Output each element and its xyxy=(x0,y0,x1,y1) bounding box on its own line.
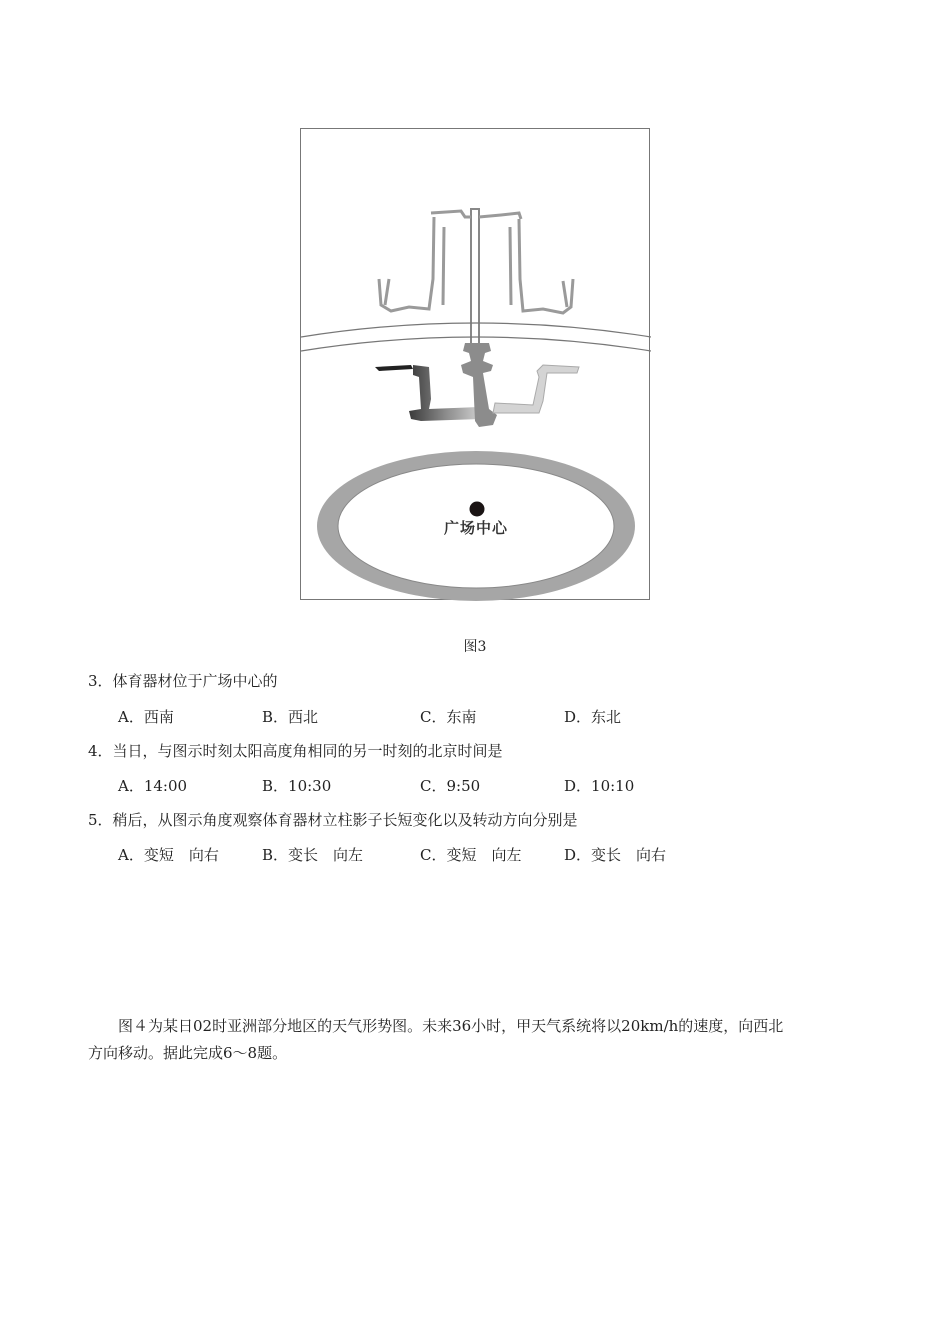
equipment-right-frame xyxy=(519,219,573,313)
question-5-stem: 5．稍后，从图示角度观察体育器材立柱影子长短变化以及转动方向分别是 xyxy=(88,811,578,829)
plaza-center-dot xyxy=(470,502,485,517)
intro-line-1: 图４为某日02时亚洲部分地区的天气形势图。未来36小时，甲天气系统将以20km/h的速度，向西北 xyxy=(118,1017,784,1035)
question-4-option-d: D．10:10 xyxy=(564,777,635,795)
equipment-left-frame xyxy=(379,217,434,311)
question-3-option-b: B．西北 xyxy=(262,708,319,726)
question-3-option-d: D．东北 xyxy=(564,708,622,726)
figure-caption: 图3 xyxy=(463,639,487,655)
sports-equipment xyxy=(379,209,573,344)
equipment-shadow xyxy=(375,343,579,427)
question-4-option-a: A．14:00 xyxy=(118,777,188,795)
question-3-stem: 3．体育器材位于广场中心的 xyxy=(88,672,278,690)
question-3-option-a: A．西南 xyxy=(118,708,174,726)
question-5-option-b: B．变长 向左 xyxy=(262,846,364,864)
question-5-option-c: C．变短 向左 xyxy=(420,846,522,864)
question-5-option-d: D．变长 向右 xyxy=(564,846,667,864)
question-3-option-c: C．东南 xyxy=(420,708,477,726)
question-5-option-a: A．变短 向右 xyxy=(118,846,219,864)
plaza-center-label: 广场中心 xyxy=(443,519,508,537)
intro-line-2: 方向移动。据此完成6～8题。 xyxy=(88,1044,288,1062)
question-4-option-c: C．9:50 xyxy=(420,777,481,795)
figure-3 xyxy=(300,128,650,600)
question-4-stem: 4．当日，与图示时刻太阳高度角相同的另一时刻的北京时间是 xyxy=(88,742,503,760)
question-4-option-b: B．10:30 xyxy=(262,777,332,795)
equipment-pole xyxy=(471,209,479,344)
